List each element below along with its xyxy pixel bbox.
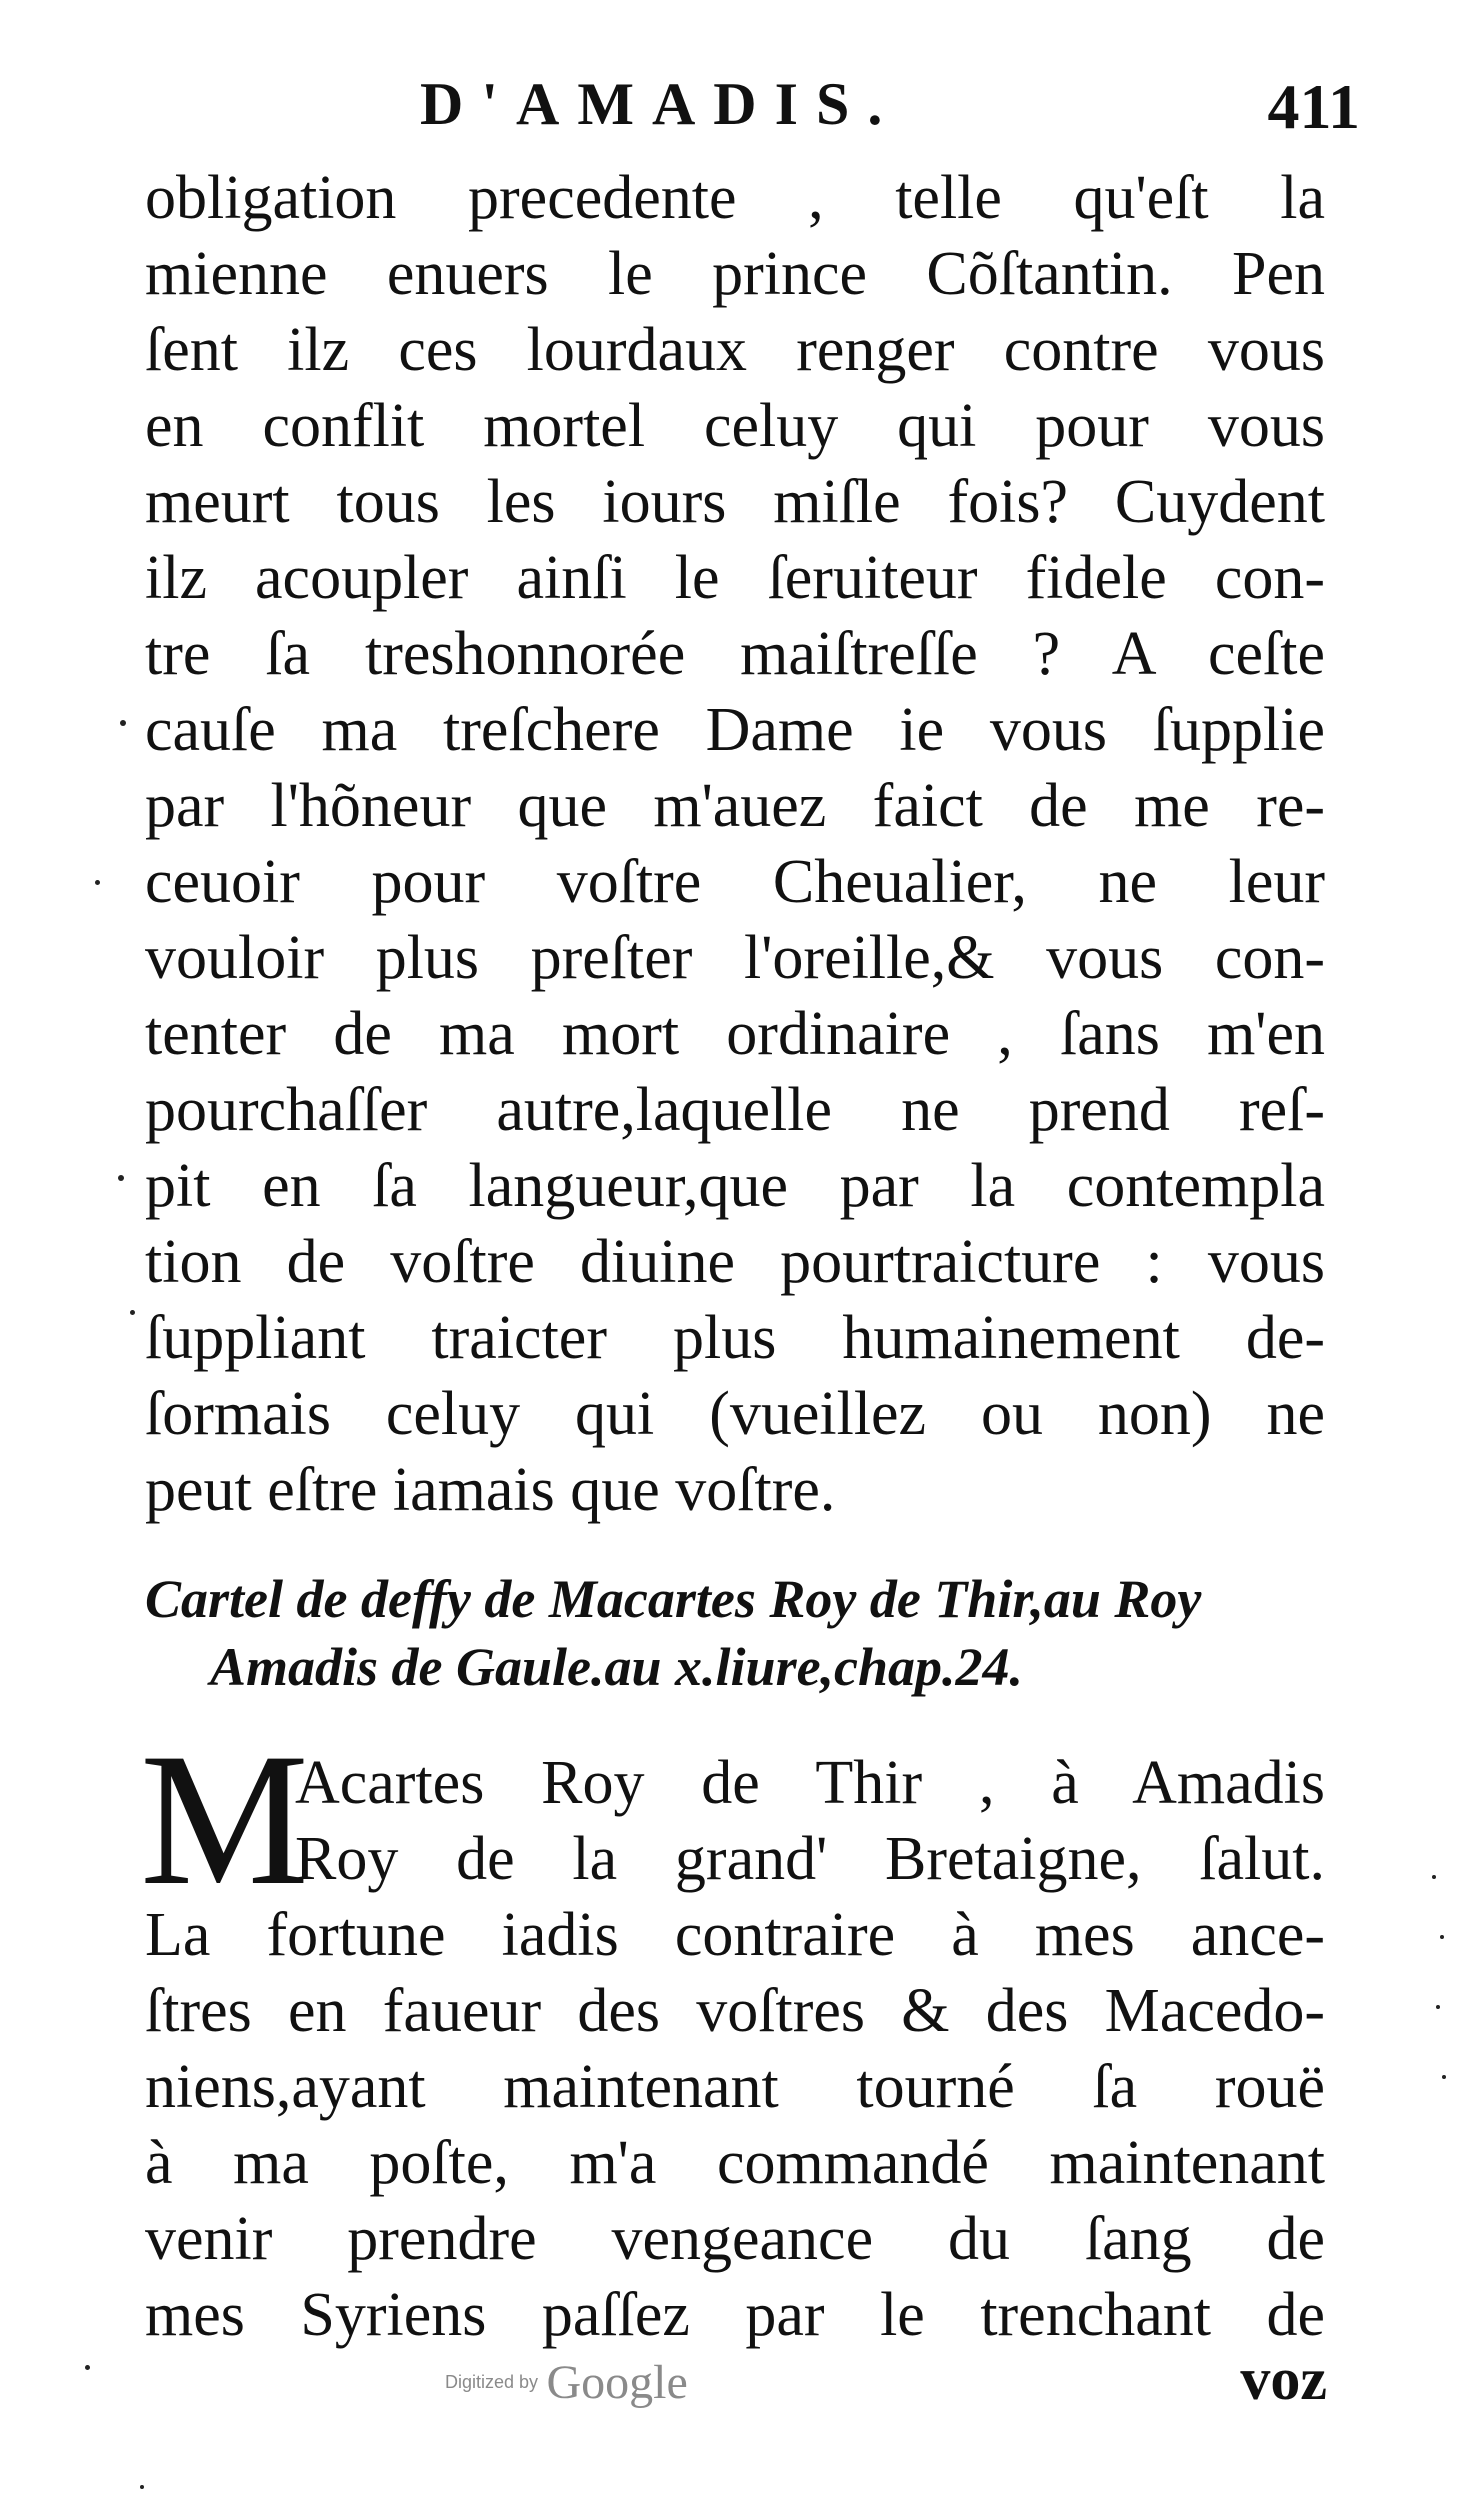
scan-speck: [118, 1175, 124, 1181]
text-line: ceuoir pour voſtre Cheualier, ne leur: [145, 848, 1325, 916]
drop-cap: M: [140, 1715, 309, 1925]
text-line: tenter de ma mort ordinaire , ſans m'en: [145, 1000, 1325, 1068]
page-number: 411: [1267, 71, 1360, 142]
page-header: [140, 70, 1360, 150]
watermark-prefix: Digitized by: [445, 2372, 539, 2392]
text-line: ſuppliant traicter plus humainement de-: [145, 1304, 1325, 1372]
running-head: D'AMADIS.: [420, 71, 901, 137]
text-line: mienne enuers le prince Cõſtantin. Pen: [145, 240, 1325, 308]
text-line: en conflit mortel celuy qui pour vous: [145, 392, 1325, 460]
text-line: ilz acoupler ainſi le ſeruiteur fidele con-: [145, 544, 1325, 612]
text-line: ſormais celuy qui (vueillez ou non) ne: [145, 1380, 1325, 1448]
scan-speck: [85, 2365, 90, 2370]
scan-speck: [130, 1310, 135, 1315]
text-line: La fortune iadis contraire à mes ance-: [145, 1901, 1325, 1969]
body-text-first: [145, 160, 1325, 1528]
scan-speck: [140, 2485, 144, 2489]
text-line: pourchaſſer autre,laquelle ne prend reſ-: [145, 1076, 1325, 1144]
scan-speck: [1436, 2005, 1440, 2009]
text-line: pit en ſa langueur,que par la contempla: [145, 1152, 1325, 1220]
watermark-brand: Google: [546, 2356, 688, 2409]
scan-speck: [1432, 1875, 1436, 1879]
heading-line: Cartel de deffy de Macartes Roy de Thir,au Roy: [145, 1569, 1202, 1629]
heading-line: Amadis de Gaule.au x.liure,chap.24.: [210, 1637, 1024, 1697]
text-line: Acartes Roy de Thir , à Amadis: [295, 1749, 1325, 1817]
text-line: obligation precedente , telle qu'eſt la: [145, 164, 1325, 232]
text-line: peut eſtre iamais que voſtre.: [145, 1456, 836, 1524]
scan-speck: [95, 880, 100, 885]
body-text-second: [145, 1745, 1325, 2353]
digitized-watermark: [445, 2355, 688, 2410]
text-line: Roy de la grand' Bretaigne, ſalut.: [295, 1825, 1325, 1893]
scan-speck: [1442, 2075, 1446, 2079]
text-line: tre ſa treshonnorée maiſtreſſe ? A ceſte: [145, 620, 1325, 688]
text-line: par l'hõneur que m'auez faict de me re-: [145, 772, 1325, 840]
text-line: cauſe ma treſchere Dame ie vous ſupplie: [145, 696, 1325, 764]
text-line: vouloir plus preſter l'oreille,& vous con-: [145, 924, 1325, 992]
text-line: à ma poſte, m'a commandé maintenant: [145, 2129, 1325, 2197]
text-line: ſtres en faueur des voſtres & des Macedo-: [145, 1977, 1325, 2045]
scan-speck: [1440, 1935, 1444, 1939]
text-line: meurt tous les iours miſle fois? Cuydent: [145, 468, 1325, 536]
text-line: mes Syriens paſſez par le trenchant de: [145, 2281, 1325, 2349]
section-heading: [145, 1565, 1335, 1701]
text-line: venir prendre vengeance du ſang de: [145, 2205, 1325, 2273]
text-line: ſent ilz ces lourdaux renger contre vous: [145, 316, 1325, 384]
text-line: tion de voſtre diuine pourtraicture : vous: [145, 1228, 1325, 1296]
scan-speck: [120, 720, 126, 726]
text-line: niens,ayant maintenant tourné ſa rouë: [145, 2053, 1325, 2121]
catchword: voz: [1240, 2346, 1327, 2412]
